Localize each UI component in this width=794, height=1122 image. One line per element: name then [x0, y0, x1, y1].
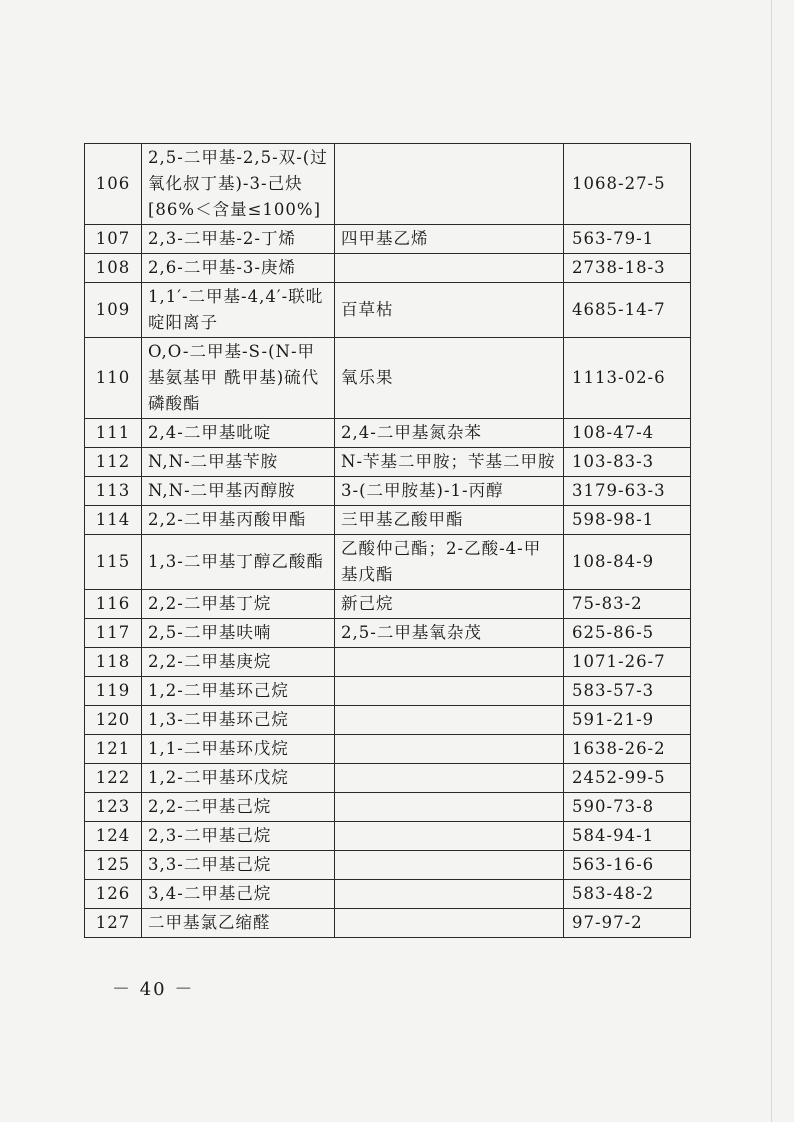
chemical-name: 2,2-二甲基丙酸甲酯	[142, 506, 335, 535]
table-row	[85, 448, 691, 477]
chemical-alias: 四甲基乙烯	[335, 225, 564, 254]
chemical-alias	[335, 735, 564, 764]
chemical-alias	[335, 677, 564, 706]
chemical-alias	[335, 880, 564, 909]
chemical-alias	[335, 648, 564, 677]
cas-number: 591-21-9	[564, 706, 691, 735]
table-row	[85, 535, 691, 590]
chemical-name: 2,5-二甲基呋喃	[142, 619, 335, 648]
chemical-name: N,N-二甲基丙醇胺	[142, 477, 335, 506]
chemical-table	[84, 143, 691, 938]
cas-number: 1068-27-5	[564, 144, 691, 225]
cas-number: 563-79-1	[564, 225, 691, 254]
chemical-alias	[335, 706, 564, 735]
table-row	[85, 822, 691, 851]
table-row	[85, 851, 691, 880]
row-number: 111	[85, 419, 142, 448]
page-edge-line	[771, 0, 772, 1122]
row-number: 115	[85, 535, 142, 590]
chemical-name: N,N-二甲基苄胺	[142, 448, 335, 477]
chemical-name: 2,2-二甲基庚烷	[142, 648, 335, 677]
row-number: 117	[85, 619, 142, 648]
cas-number: 103-83-3	[564, 448, 691, 477]
row-number: 122	[85, 764, 142, 793]
table-row	[85, 225, 691, 254]
chemical-name: 1,2-二甲基环戊烷	[142, 764, 335, 793]
table-row	[85, 677, 691, 706]
row-number: 108	[85, 254, 142, 283]
cas-number: 1071-26-7	[564, 648, 691, 677]
chemical-alias: 2,4-二甲基氮杂苯	[335, 419, 564, 448]
chemical-alias	[335, 822, 564, 851]
chemical-name: 3,4-二甲基己烷	[142, 880, 335, 909]
table-row	[85, 735, 691, 764]
table-row	[85, 254, 691, 283]
cas-number: 4685-14-7	[564, 283, 691, 338]
chemical-name: 2,3-二甲基己烷	[142, 822, 335, 851]
row-number: 124	[85, 822, 142, 851]
chemical-alias: 新己烷	[335, 590, 564, 619]
chemical-alias: 百草枯	[335, 283, 564, 338]
cas-number: 3179-63-3	[564, 477, 691, 506]
cas-number: 1113-02-6	[564, 338, 691, 419]
row-number: 110	[85, 338, 142, 419]
chemical-alias	[335, 851, 564, 880]
chemical-alias	[335, 909, 564, 938]
table-row	[85, 909, 691, 938]
chemical-name: 2,4-二甲基吡啶	[142, 419, 335, 448]
chemical-name: 2,5-二甲基-2,5-双-(过氧化叔丁基)-3-己炔[86%＜含量≤100%]	[142, 144, 335, 225]
row-number: 127	[85, 909, 142, 938]
row-number: 114	[85, 506, 142, 535]
row-number: 116	[85, 590, 142, 619]
row-number: 121	[85, 735, 142, 764]
cas-number: 108-84-9	[564, 535, 691, 590]
cas-number: 583-57-3	[564, 677, 691, 706]
chemical-name: 2,3-二甲基-2-丁烯	[142, 225, 335, 254]
row-number: 120	[85, 706, 142, 735]
chemical-name: 二甲基氯乙缩醛	[142, 909, 335, 938]
table-row	[85, 880, 691, 909]
cas-number: 563-16-6	[564, 851, 691, 880]
chemical-alias	[335, 144, 564, 225]
cas-number: 590-73-8	[564, 793, 691, 822]
table-row	[85, 419, 691, 448]
table-row	[85, 338, 691, 419]
cas-number: 1638-26-2	[564, 735, 691, 764]
chemical-alias	[335, 764, 564, 793]
row-number: 119	[85, 677, 142, 706]
table-row	[85, 144, 691, 225]
table-row	[85, 283, 691, 338]
cas-number: 598-98-1	[564, 506, 691, 535]
cas-number: 75-83-2	[564, 590, 691, 619]
chemical-name: 1,3-二甲基丁醇乙酸酯	[142, 535, 335, 590]
cas-number: 2738-18-3	[564, 254, 691, 283]
chemical-name: 1,1-二甲基环戊烷	[142, 735, 335, 764]
table-row	[85, 619, 691, 648]
chemical-name: 2,2-二甲基丁烷	[142, 590, 335, 619]
page-number: － 40 －	[112, 979, 195, 1000]
row-number: 125	[85, 851, 142, 880]
chemical-alias: 2,5-二甲基氧杂茂	[335, 619, 564, 648]
table-row	[85, 506, 691, 535]
chemical-alias	[335, 793, 564, 822]
cas-number: 583-48-2	[564, 880, 691, 909]
chemical-name: 3,3-二甲基己烷	[142, 851, 335, 880]
cas-number: 97-97-2	[564, 909, 691, 938]
chemical-name: 2,6-二甲基-3-庚烯	[142, 254, 335, 283]
table-row	[85, 477, 691, 506]
cas-number: 625-86-5	[564, 619, 691, 648]
cas-number: 108-47-4	[564, 419, 691, 448]
chemical-name: 1,3-二甲基环己烷	[142, 706, 335, 735]
row-number: 107	[85, 225, 142, 254]
table-row	[85, 590, 691, 619]
row-number: 126	[85, 880, 142, 909]
row-number: 113	[85, 477, 142, 506]
row-number: 118	[85, 648, 142, 677]
chemical-alias: 3-(二甲胺基)-1-丙醇	[335, 477, 564, 506]
chemical-alias	[335, 254, 564, 283]
row-number: 112	[85, 448, 142, 477]
row-number: 106	[85, 144, 142, 225]
chemical-alias: 氧乐果	[335, 338, 564, 419]
chemical-name: O,O-二甲基-S-(N-甲基氨基甲 酰甲基)硫代磷酸酯	[142, 338, 335, 419]
row-number: 109	[85, 283, 142, 338]
cas-number: 584-94-1	[564, 822, 691, 851]
table-row	[85, 764, 691, 793]
chemical-alias: 乙酸仲己酯；2-乙酸-4-甲基戊酯	[335, 535, 564, 590]
table-row	[85, 706, 691, 735]
chemical-alias: N-苄基二甲胺；苄基二甲胺	[335, 448, 564, 477]
chemical-name: 2,2-二甲基己烷	[142, 793, 335, 822]
chemical-name: 1,2-二甲基环己烷	[142, 677, 335, 706]
row-number: 123	[85, 793, 142, 822]
table-row	[85, 793, 691, 822]
chemical-alias: 三甲基乙酸甲酯	[335, 506, 564, 535]
table-row	[85, 648, 691, 677]
cas-number: 2452-99-5	[564, 764, 691, 793]
chemical-name: 1,1′-二甲基-4,4′-联吡啶阳离子	[142, 283, 335, 338]
